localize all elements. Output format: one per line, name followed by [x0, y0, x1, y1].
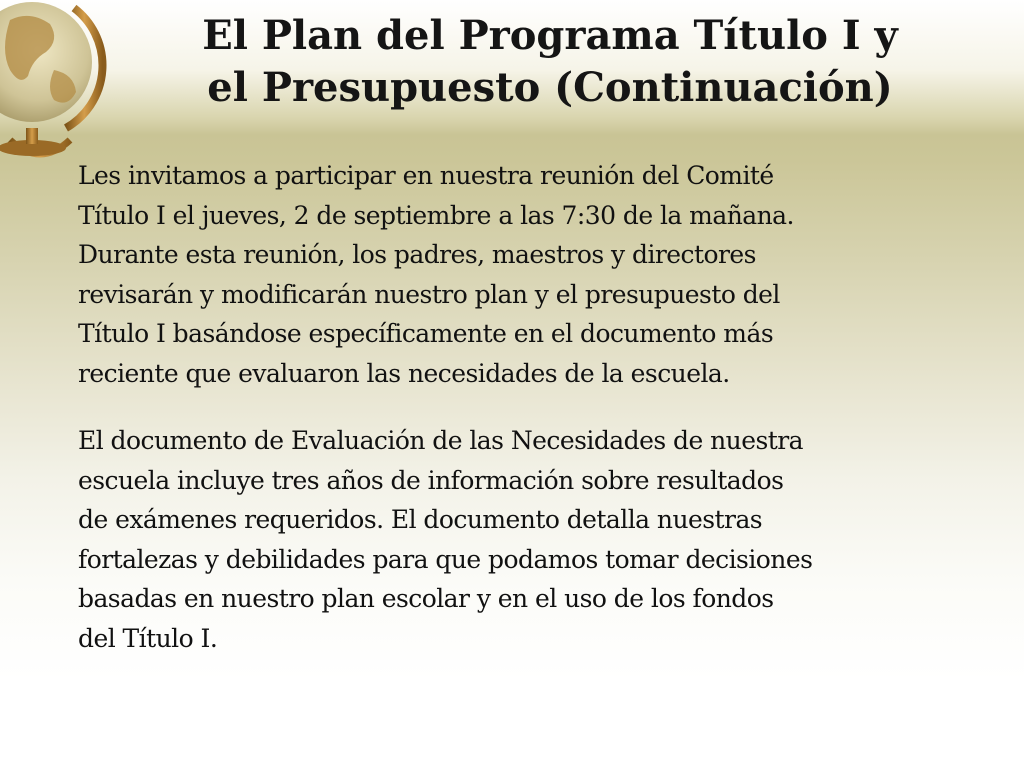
paragraph-line: Título I basándose específicamente en el documento más: [78, 319, 774, 348]
paragraph-meeting-invitation: [62, 156, 1002, 393]
paragraph-line: Durante esta reunión, los padres, maestros y directores: [78, 240, 756, 269]
paragraph-line: El documento de Evaluación de las Necesidades de nuestra: [78, 426, 803, 455]
title-line-1: El Plan del Programa Título I y: [202, 12, 898, 59]
paragraph-line: de exámenes requeridos. El documento detalla nuestras: [78, 505, 763, 534]
paragraph-needs-assessment: [62, 421, 1002, 658]
slide-title: [90, 10, 1010, 114]
paragraph-line: basadas en nuestro plan escolar y en el uso de los fondos: [78, 584, 774, 613]
paragraph-line: escuela incluye tres años de información sobre resultados: [78, 465, 784, 495]
title-line-2: el Presupuesto (Continuación): [207, 64, 893, 111]
paragraph-line: Título I el jueves, 2 de septiembre a las 7:30 de la mañana.: [78, 200, 794, 230]
slide-body: [62, 156, 1002, 686]
paragraph-line: Les invitamos a participar en nuestra reunión del Comité: [78, 161, 774, 190]
paragraph-line: revisarán y modificarán nuestro plan y el presupuesto del: [78, 279, 780, 309]
paragraph-line: del Título I.: [78, 623, 218, 653]
paragraph-line: fortalezas y debilidades para que podamos tomar decisiones: [78, 544, 813, 574]
paragraph-line: reciente que evaluaron las necesidades de la escuela.: [78, 358, 730, 388]
